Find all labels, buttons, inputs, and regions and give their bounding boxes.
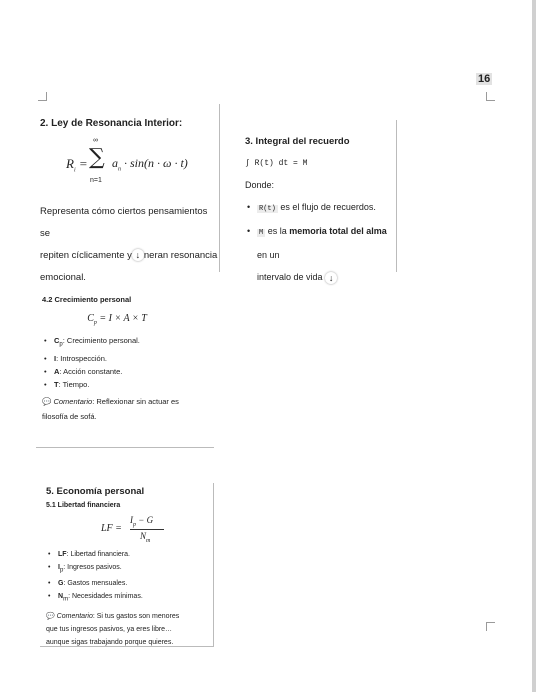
variable-list: [42, 334, 220, 391]
section-heading: 5. Economía personal: [46, 486, 145, 497]
list-item: • G: Gastos mensuales.: [46, 577, 214, 590]
scroll-down-icon[interactable]: ↓: [132, 249, 144, 261]
integral-code: ∫ R(t) dt = M: [245, 159, 308, 168]
section-heading: 3. Integral del recuerdo: [245, 136, 350, 147]
list-item: • I: Introspección.: [42, 352, 220, 365]
variable-list: [46, 548, 214, 607]
scroll-down-icon[interactable]: ↓: [325, 272, 337, 284]
paragraph: Representa cómo ciertos pensamientos se repiten cíclicamente y ↓ neran resonancia emocional.: [40, 206, 218, 283]
crop-mark-bottom-right: [486, 622, 495, 631]
section-heading: 2. Ley de Resonancia Interior:: [40, 118, 183, 129]
donde-label: Donde:: [245, 180, 275, 190]
definition-list: [245, 196, 393, 288]
section-3: [245, 136, 393, 288]
column-divider: [219, 104, 220, 272]
list-item: • $C_p$: Crecimiento personal.: [42, 334, 220, 352]
sum-upper-bound: ∞: [93, 137, 98, 144]
fraction-bar: [130, 529, 164, 530]
sum-lower-bound: n=1: [90, 177, 102, 184]
list-item: • LF: Libertad financiera.: [46, 548, 214, 561]
list-item: • $N_m$: Necesidades mínimas.: [46, 590, 214, 606]
column-divider: [396, 120, 397, 272]
crop-mark-top-left: [38, 92, 47, 101]
list-item: • A: Acción constante.: [42, 365, 220, 378]
section-heading: 4.2 Crecimiento personal: [42, 295, 132, 304]
list-item: • $I_p$: Ingresos pasivos.: [46, 561, 214, 577]
summation-icon: ∑: [89, 145, 105, 170]
resonance-formula: $R_i$ = ∞ ∑ n=1 $a_n \cdot \sin(n \cdot \omega \cdot t)$: [66, 137, 188, 184]
section-5: [46, 486, 214, 649]
subsection-heading: 5.1 Libertad financiera: [46, 502, 121, 509]
list-item: • R(t) es el flujo de recuerdos.: [245, 196, 393, 220]
list-item: • M es la memoria total del alma en un intervalo de vida ↓: [245, 220, 393, 288]
section-4-2: [42, 295, 220, 424]
list-item: • T: Tiempo.: [42, 378, 220, 391]
growth-formula: $C_p = I \times A \times T$: [87, 313, 147, 326]
speech-bubble-icon: 💬: [46, 612, 55, 620]
horizontal-rule: [36, 447, 214, 448]
speech-bubble-icon: 💬: [42, 396, 52, 406]
comment-note: 💬 Comentario: Si tus gastos son menores que tus ingresos pasivos, ya eres libre… aunque sigas trabajando porque quieres.: [46, 612, 180, 646]
comment-note: 💬 Comentario: Reflexionar sin actuar es filosofía de sofá.: [42, 396, 179, 421]
crop-mark-top-right: [486, 92, 495, 101]
freedom-formula: LF = $I_p - G$ $N_m$: [46, 513, 214, 543]
page-number: 16: [478, 73, 491, 85]
section-2: [40, 118, 218, 289]
